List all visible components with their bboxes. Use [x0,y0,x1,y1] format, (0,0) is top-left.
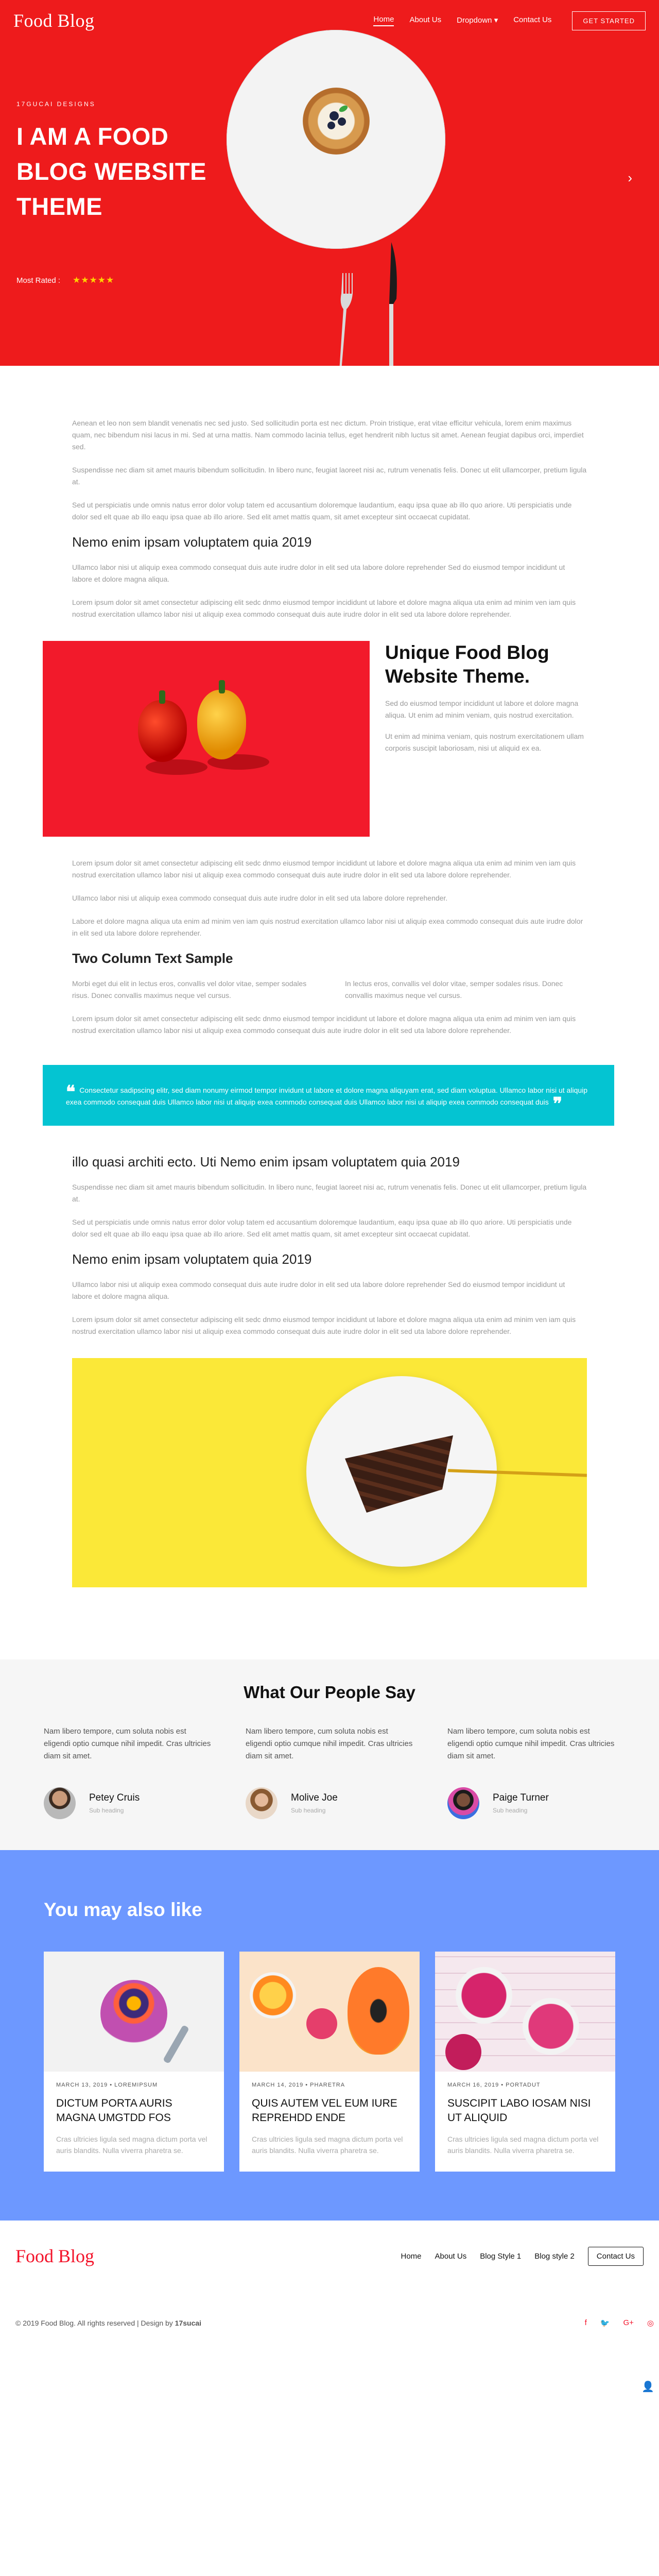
testimonial-text: Nam libero tempore, cum soluta nobis est eligendi optio cumque nihil impedit. Cras ultricies diam sit amet. [246,1727,413,1760]
footer-link-about[interactable]: About Us [435,2251,467,2261]
testimonial-role: Sub heading [89,1807,124,1814]
article-paragraph: Sed ut perspiciatis unde omnis natus error dolor volup tatem ed accusantium doloremque laudantium, eaqu ipsa quae ab illo quo ariore. Uti perspiciatis unde dolor sed elt quae ab illo eaqu ipsa quae ab illo ariore. Sed elit amet mattis quam, sit amet excepteur sint occaecat cupidatat. [72,1218,572,1238]
dribbble-icon[interactable]: ◎ [647,2319,654,2328]
knife-icon [381,242,402,366]
testimonial-person [44,1787,212,1819]
related-grid [44,1952,615,2172]
chevron-down-icon: ▾ [494,15,498,25]
cake-image [72,1358,587,1587]
post-title[interactable]: SUSCIPIT LABO IOSAM NISI UT ALIQUID [447,2097,591,2124]
star-rating-icon: ★★★★★ [73,275,115,285]
twitter-icon[interactable]: 🐦 [600,2319,610,2328]
feature-title: Unique Food Blog Website Theme. [385,642,549,687]
berry [338,117,346,126]
testimonials-section [0,1659,659,1850]
papaya [348,1967,409,2055]
footer-logo[interactable]: Food Blog [15,2246,95,2266]
tropical-fruit-image [239,1952,420,2072]
yellow-pepper [197,690,246,759]
berry-bowl [445,2034,481,2070]
avatar [44,1787,76,1819]
article-paragraph: Ullamco labor nisi ut aliquip exea commodo consequat duis aute irudre dolor in elit sed uta labore dolore reprehender Sed do eiusmod tempor incididunt ut labore et dolore magna aliqua. [72,1280,565,1300]
article-paragraph: Labore et dolore magna aliqua uta enim ad minim ven iam quis nostrud exercitation ullamco labor nisi ut aliquip exea commodo consequat duis aute irudre dolor in elit sed uta labore dolore reprehender. [72,917,583,937]
related-card[interactable] [435,1952,615,2172]
post-meta: MARCH 16, 2019 • PORTADUT [447,2082,541,2088]
nav-link-contact[interactable]: Contact Us [513,15,552,24]
nav-link-dropdown[interactable] [457,15,498,26]
avatar [246,1787,278,1819]
article-paragraph: Lorem ipsum dolor sit amet consectetur adipiscing elit sedc dnmo eiusmod tempor incididunt ut labore et dolore magna aliqua uta enim ad minim ven iam quis nostrud exercitation ullamco labor nisi ut aliquip exea commodo consequat duis aute irudre dolor in elit sed uta labore dolore reprehender. [72,1315,576,1335]
get-started-button[interactable]: GET STARTED [572,11,646,30]
google-plus-icon[interactable]: G+ [623,2318,634,2327]
social-links [585,2318,654,2328]
column-right: In lectus eros, convallis vel dolor vitae, semper sodales risus. Donec convallis maximus neque vel cursus. [345,979,563,999]
nav-dropdown-label: Dropdown [457,15,492,25]
quote-text: Consectetur sadipscing elitr, sed diam nonumy eirmod tempor invidunt ut labore et dolore magna aliquyam erat, sed diam voluptua. Ullamco labor nisi ut aliquip exea commodo consequat duis Ullamco labor nisi ut aliquip exea commodo consequat duis Ullamco labor nisi ut aliquip exea commodo consequat duis [66,1086,588,1106]
testimonials-grid [44,1725,615,1819]
post-excerpt: Cras ultricies ligula sed magna dictum porta vel auris blandits. Nulla viverra pharetra se. [447,2135,599,2155]
user-icon[interactable]: 👤 [641,2381,654,2393]
related-title: You may also like [44,1899,202,1920]
article-heading: Nemo enim ipsam voluptatem quia 2019 [72,1251,312,1267]
feature-paragraph: Ut enim ad minima veniam, quis nostrum exercitationem ullam corporis suscipit laboriosam, nisi ut aliquid ex ea. [385,732,584,752]
post-excerpt: Cras ultricies ligula sed magna dictum porta vel auris blandits. Nulla viverra pharetra se. [252,2135,403,2155]
nav-links [373,11,646,30]
feature-block [43,641,614,837]
drink-glass [523,1998,579,2055]
feature-paragraph: Sed do eiusmod tempor incididunt ut labore et dolore magna aliqua. Ut enim ad minim veniam, quis nostrud exercitation. [385,699,579,719]
peppers-image [43,641,370,837]
avatar [447,1787,479,1819]
pepper-stem [219,680,225,693]
post-meta: MARCH 13, 2019 • LOREMIPSUM [56,2082,158,2088]
site-logo[interactable]: Food Blog [13,10,95,31]
hero-text [16,100,243,224]
feature-text [370,641,596,837]
orange-slice [250,1972,296,2019]
contact-us-button[interactable]: Contact Us [588,2247,644,2266]
hero-title: I AM A FOOD BLOG WEBSITE THEME [16,123,206,220]
hero-section [0,0,659,366]
quote-close-icon: ❞ [552,1095,563,1114]
footer-link-blog-style-2[interactable]: Blog style 2 [534,2251,575,2261]
article-paragraph: Suspendisse nec diam sit amet mauris bibendum sollicitudin. In libero nunc, feugiat laoreet nisi ac, rutrum venenatis felis. Donec ut elit ullamcorper, pretium ligula at. [72,466,587,486]
testimonial-text: Nam libero tempore, cum soluta nobis est eligendi optio cumque nihil impedit. Cras ultricies diam sit amet. [447,1727,615,1760]
article-paragraph: Sed ut perspiciatis unde omnis natus error dolor volup tatem ed accusantium doloremque laudantium, eaqu ipsa quae ab illo quo ariore. Uti perspiciatis unde dolor sed elt quae ab illo eaqu ipsa quae ab illo ariore. Sed elit amet mattis quam, sit amet excepteur sint occaecat cupidatat. [72,501,572,521]
drink-glass [456,1967,512,2024]
berry [330,111,339,121]
tart [303,88,370,155]
hero-rating [16,275,114,285]
copyright-text: © 2019 Food Blog. All rights reserved | Design by [15,2319,175,2327]
testimonial-name: Petey Cruis [89,1792,140,1803]
red-pepper [138,700,187,762]
berry-drinks-image [435,1952,615,2072]
testimonial-card [44,1725,212,1819]
nav-link-about[interactable]: About Us [409,15,442,24]
post-title[interactable]: QUIS AUTEM VEL EUM IURE REPREHDD ENDE [252,2097,397,2124]
testimonial-name: Molive Joe [291,1792,338,1803]
hero-plate-image [227,30,445,249]
two-column-text [72,978,587,1002]
pepper-stem [159,690,165,704]
related-posts-section [0,1850,659,2221]
footer [0,2221,659,2343]
footer-bottom [15,2318,659,2343]
article-paragraph: Ullamco labor nisi ut aliquip exea commodo consequat duis aute irudre dolor in elit sed uta labore dolore reprehender Sed do eiusmod tempor incididunt ut labore et dolore magna aliqua. [72,563,565,583]
facebook-icon[interactable]: f [584,2318,587,2327]
related-card[interactable] [44,1952,224,2172]
fork-icon [337,273,358,366]
blockquote [43,1065,614,1126]
chevron-right-icon[interactable]: › [628,170,632,185]
testimonial-person [447,1787,615,1819]
article-heading: Nemo enim ipsam voluptatem quia 2019 [72,534,312,550]
pepper-shadow [146,759,207,775]
article-paragraph: Suspendisse nec diam sit amet mauris bibendum sollicitudin. In libero nunc, feugiat laoreet nisi ac, rutrum venenatis felis. Donec ut elit ullamcorper, pretium ligula at. [72,1183,587,1203]
column-left: Morbi eget dui elit in lectus eros, convallis vel dolor vitae, semper sodales risus. Donec convallis maximus neque vel cursus. [72,979,307,999]
testimonial-text: Nam libero tempore, cum soluta nobis est eligendi optio cumque nihil impedit. Cras ultricies diam sit amet. [44,1727,211,1760]
footer-links [401,2247,644,2266]
designer-link[interactable]: 17sucai [175,2319,202,2327]
footer-top [15,2245,644,2267]
article-paragraph: Aenean et leo non sem blandit venenatis nec sed justo. Sed sollicitudin porta est nec dictum. Proin tristique, erat vitae efficitur vehicula, lorem enim maximus quam, nec bibendum nisi lacus in mi. Sed at urna mattis. Nam commodo lacinia tellus, eget hendrerit nibh luctus sit amet. Aenean feugiat dapibus orci, imperdiet sed. [72,419,584,451]
footer-link-blog-style-1[interactable]: Blog Style 1 [480,2251,522,2261]
copyright [15,2319,201,2327]
footer-link-home[interactable]: Home [401,2251,422,2261]
testimonial-person [246,1787,413,1819]
related-card[interactable] [239,1952,420,2172]
post-excerpt: Cras ultricies ligula sed magna dictum porta vel auris blandits. Nulla viverra pharetra se. [56,2135,207,2155]
testimonial-card [447,1725,615,1819]
testimonial-name: Paige Turner [493,1792,549,1803]
article-paragraph: Ullamco labor nisi ut aliquip exea commodo consequat duis aute irudre dolor in elit sed uta labore dolore reprehender. [72,894,448,902]
post-title[interactable]: DICTUM PORTA AURIS MAGNA UMGTDD FOS [56,2097,172,2124]
nav-link-home[interactable]: Home [373,15,394,26]
rating-label: Most Rated : [16,276,61,285]
berry [327,122,335,129]
article-heading: illo quasi architi ecto. Uti Nemo enim ipsam voluptatem quia 2019 [72,1154,460,1170]
testimonials-title: What Our People Say [244,1683,415,1702]
fruit [306,2008,337,2039]
fruit-bowl-image [44,1952,224,2072]
testimonial-card [246,1725,413,1819]
article-heading: Two Column Text Sample [72,951,233,966]
hero-kicker: 17GUCAI DESIGNS [16,100,96,108]
bowl [100,1980,167,2047]
testimonial-role: Sub heading [493,1807,528,1814]
quote-open-icon: ❝ [66,1083,76,1102]
article-paragraph: Lorem ipsum dolor sit amet consectetur adipiscing elit sedc dnmo eiusmod tempor incididunt ut labore et dolore magna aliqua uta enim ad minim ven iam quis nostrud exercitation ullamco labor nisi ut aliquip exea commodo consequat duis aute irudre dolor in elit sed uta labore dolore reprehender. [72,598,576,618]
testimonial-role: Sub heading [291,1807,326,1814]
article-section [0,366,659,1587]
spoon [163,2025,189,2064]
article-paragraph: Lorem ipsum dolor sit amet consectetur adipiscing elit sedc dnmo eiusmod tempor incididunt ut labore et dolore magna aliqua uta enim ad minim ven iam quis nostrud exercitation ullamco labor nisi ut aliquip exea commodo consequat duis aute irudre dolor in elit sed uta labore dolore reprehender. [72,1014,576,1035]
post-meta: MARCH 14, 2019 • PHARETRA [252,2082,345,2088]
article-paragraph: Lorem ipsum dolor sit amet consectetur adipiscing elit sedc dnmo eiusmod tempor incididunt ut labore et dolore magna aliqua uta enim ad minim ven iam quis nostrud exercitation ullamco labor nisi ut aliquip exea commodo consequat duis aute irudre dolor in elit sed uta labore dolore reprehender. [72,859,576,879]
top-nav [0,0,659,41]
